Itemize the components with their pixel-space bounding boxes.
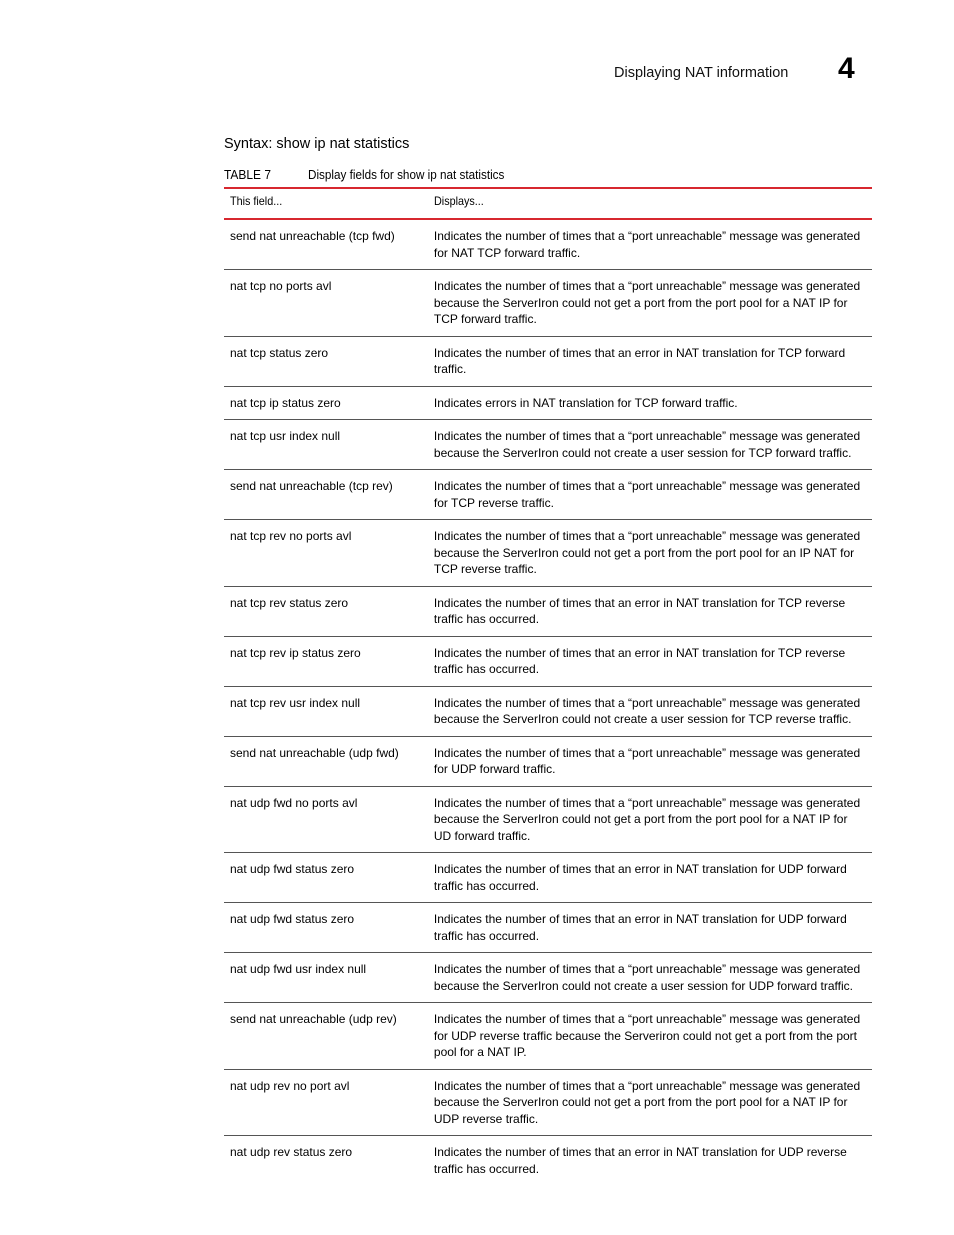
- field-name-cell: nat udp fwd status zero: [224, 853, 428, 903]
- table-row: [224, 219, 872, 270]
- field-name-cell: nat tcp rev status zero: [224, 586, 428, 636]
- field-name-cell: nat tcp rev ip status zero: [224, 636, 428, 686]
- table-body: [224, 219, 872, 1185]
- table-row: [224, 520, 872, 587]
- field-description-cell: Indicates the number of times that an error in NAT translation for UDP forward traffic has occurred.: [428, 853, 872, 903]
- field-name-cell: nat tcp ip status zero: [224, 386, 428, 420]
- table-row: [224, 1003, 872, 1070]
- field-name-cell: send nat unreachable (tcp fwd): [224, 219, 428, 270]
- table-header-row: [224, 188, 872, 219]
- column-header-displays: Displays...: [428, 188, 872, 219]
- table-number: TABLE 7: [224, 167, 271, 182]
- table-caption: [224, 167, 526, 182]
- table-row: [224, 686, 872, 736]
- table-row: [224, 786, 872, 853]
- field-name-cell: send nat unreachable (udp fwd): [224, 736, 428, 786]
- table-row: [224, 386, 872, 420]
- table-row: [224, 903, 872, 953]
- field-description-cell: Indicates the number of times that a “port unreachable” message was generated because the ServerIron could not create a user session for TCP reverse traffic.: [428, 686, 872, 736]
- field-description-cell: Indicates the number of times that an error in NAT translation for UDP reverse traffic has occurred.: [433, 1145, 847, 1176]
- field-description-cell: Indicates the number of times that a “port unreachable” message was generated for UDP forward traffic.: [428, 736, 872, 786]
- table-row: [224, 586, 872, 636]
- field-name-cell: nat tcp rev no ports avl: [224, 520, 428, 587]
- field-name-cell: send nat unreachable (tcp rev): [224, 470, 428, 520]
- column-header-field: This field...: [224, 188, 428, 219]
- table-row: [224, 736, 872, 786]
- table-row: [224, 336, 872, 386]
- chapter-number: 4: [838, 52, 855, 85]
- field-name-cell: send nat unreachable (udp rev): [224, 1003, 428, 1070]
- field-name-cell: nat udp rev no port avl: [224, 1069, 428, 1136]
- field-description-cell: Indicates the number of times that an error in NAT translation for TCP forward traffic.: [428, 336, 872, 386]
- field-description-cell: Indicates the number of times that a “port unreachable” message was generated for NAT TCP forward traffic.: [428, 219, 872, 270]
- field-name-cell: nat udp fwd status zero: [224, 903, 428, 953]
- field-description-cell: Indicates errors in NAT translation for TCP forward traffic.: [428, 386, 872, 420]
- display-fields-table: [224, 187, 872, 1185]
- table-row: [224, 853, 872, 903]
- field-description-cell: Indicates the number of times that an error in NAT translation for TCP reverse traffic has occurred.: [428, 636, 872, 686]
- table-row: [224, 953, 872, 1003]
- field-name-cell: nat tcp status zero: [224, 336, 428, 386]
- field-description-cell: Indicates the number of times that a “port unreachable” message was generated because the ServerIron could not get a port from the port pool for a NAT IP for UDP reverse traffic.: [428, 1069, 872, 1136]
- table-row: [224, 420, 872, 470]
- table-row: [224, 636, 872, 686]
- table-row: [224, 470, 872, 520]
- table-caption-text: Display fields for show ip nat statistics: [308, 167, 505, 182]
- field-name-cell: nat tcp usr index null: [224, 420, 428, 470]
- field-description-cell: Indicates the number of times that an error in NAT translation for UDP forward traffic has occurred.: [428, 903, 872, 953]
- table-row: [224, 1136, 872, 1186]
- field-description-cell: Indicates the number of times that a “port unreachable” message was generated because the ServerIron could not create a user session for TCP forward traffic.: [428, 420, 872, 470]
- field-name-cell: nat tcp rev usr index null: [224, 686, 428, 736]
- field-name-cell: nat tcp no ports avl: [224, 270, 428, 337]
- section-title: Displaying NAT information: [614, 65, 789, 81]
- field-description-cell: Indicates the number of times that a “port unreachable” message was generated because the ServerIron could not create a user session for UDP forward traffic.: [428, 953, 872, 1003]
- field-description-cell: Indicates the number of times that a “port unreachable” message was generated because the ServerIron could not get a port from the port pool for a NAT IP for TCP forward traffic.: [428, 270, 872, 337]
- field-name-cell: nat udp fwd no ports avl: [224, 786, 428, 853]
- field-description-cell: Indicates the number of times that a “port unreachable” message was generated because the ServerIron could not get a port from the port pool for an IP NAT for TCP reverse traffic.: [428, 520, 872, 587]
- field-description-cell: Indicates the number of times that a “port unreachable” message was generated because the ServerIron could not get a port from the port pool for a NAT IP for UD forward traffic.: [428, 786, 872, 853]
- syntax-line: Syntax: show ip nat statistics: [224, 136, 410, 152]
- field-description-cell: Indicates the number of times that an error in NAT translation for TCP reverse traffic has occurred.: [428, 586, 872, 636]
- field-name-cell: nat udp fwd usr index null: [224, 953, 428, 1003]
- table-row: [224, 270, 872, 337]
- field-description-cell: Indicates the number of times that a “port unreachable” message was generated for TCP reverse traffic.: [428, 470, 872, 520]
- field-name-cell: nat udp rev status zero: [230, 1145, 353, 1159]
- table-row: [224, 1069, 872, 1136]
- field-description-cell: Indicates the number of times that a “port unreachable” message was generated for UDP reverse traffic because the Serveriron could not get a port from the port pool for a NAT IP.: [428, 1003, 872, 1070]
